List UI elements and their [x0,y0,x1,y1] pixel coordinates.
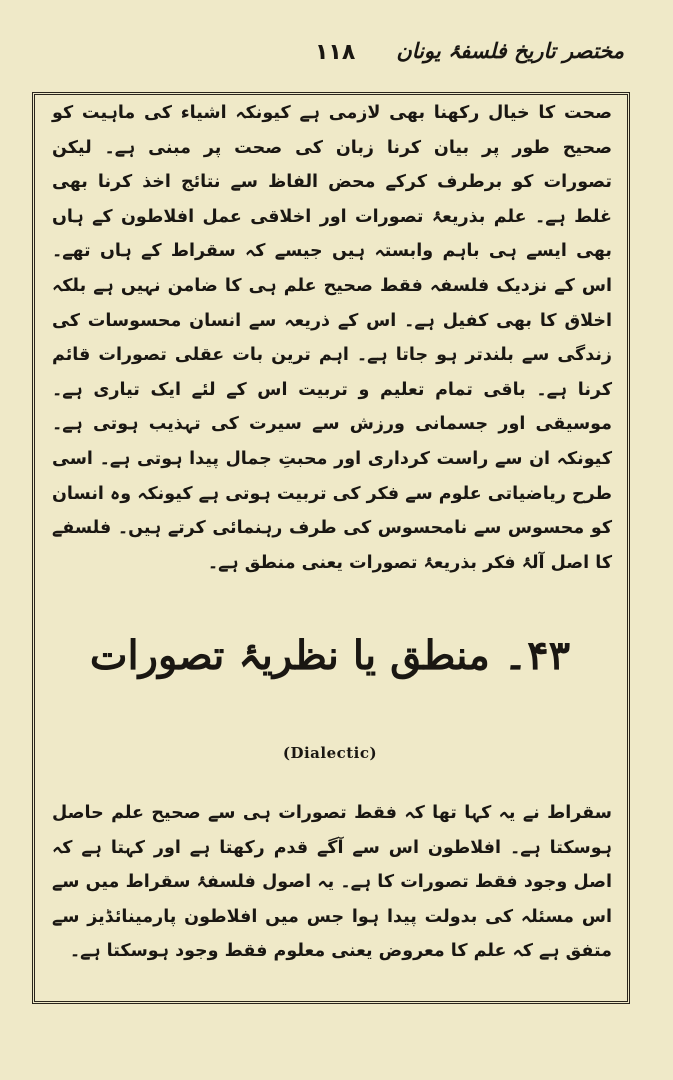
page-header [40,38,632,78]
page-number: ۱۱۸ [315,40,356,65]
section-heading: ۴۳۔ منطق یا نظریۂ تصورات [89,632,571,679]
paragraph-2: سقراط نے یہ کہا تھا کہ فقط تصورات ہی سے صحیح علم حاصل ہوسکتا ہے۔ افلاطون اس سے آگے قدم رکھتا ہے اور کہتا ہے کہ اصل وجود فقط تصورات کا ہے۔ یہ اصول فلسفۂ سقراط میں سے اس مسئلہ کی بدولت پیدا ہوا جس میں افلاطون پارمینائڈیز سے متفق ہے کہ علم کا معروض یعنی معلوم فقط وجود ہوسکتا ہے۔ [52,803,612,962]
paragraph-1: صحت کا خیال رکھنا بھی لازمی ہے کیونکہ اشیاء کی ماہیت کو صحیح طور پر بیان کرنا زبان کی صحت پر مبنی ہے۔ لیکن تصورات کو برطرف کرکے محض الفاظ سے نتائج اخذ کرنا بھی غلط ہے۔ علم بذریعۂ تصورات اور اخلاقی عمل افلاطون کے ہاں بھی ایسے ہی باہم وابستہ ہیں جیسے کہ سقراط کے ہاں تھے۔ اس کے نزدیک فلسفہ فقط صحیح علم ہی کا ضامن نہیں ہے بلکہ اخلاق کا بھی کفیل ہے۔ اس کے ذریعہ سے انسان محسوسات کی زندگی سے بلندتر ہو جاتا ہے۔ اہم ترین بات عقلی تصورات قائم کرنا ہے۔ باقی تمام تعلیم و تربیت اس کے لئے ایک تیاری ہے۔ موسیقی اور جسمانی ورزش سے سیرت کی تہذیب ہوتی ہے۔ کیونکہ ان سے راست کرداری اور محبتِ جمال پیدا ہوتی ہے۔ اسی طرح ریاضیاتی علوم سے فکر کی تربیت ہوتی ہے کیونکہ وہ انسان کو محسوس سے نامحسوس کی طرف رہنمائی کرتے ہیں۔ فلسفے کا اصل آلۂ فکر بذریعۂ تصورات یعنی منطق ہے۔ [52,103,612,573]
section-subtitle: (Dialectic) [282,744,378,762]
running-title: مختصر تاریخ فلسفۂ یونان [396,38,624,63]
